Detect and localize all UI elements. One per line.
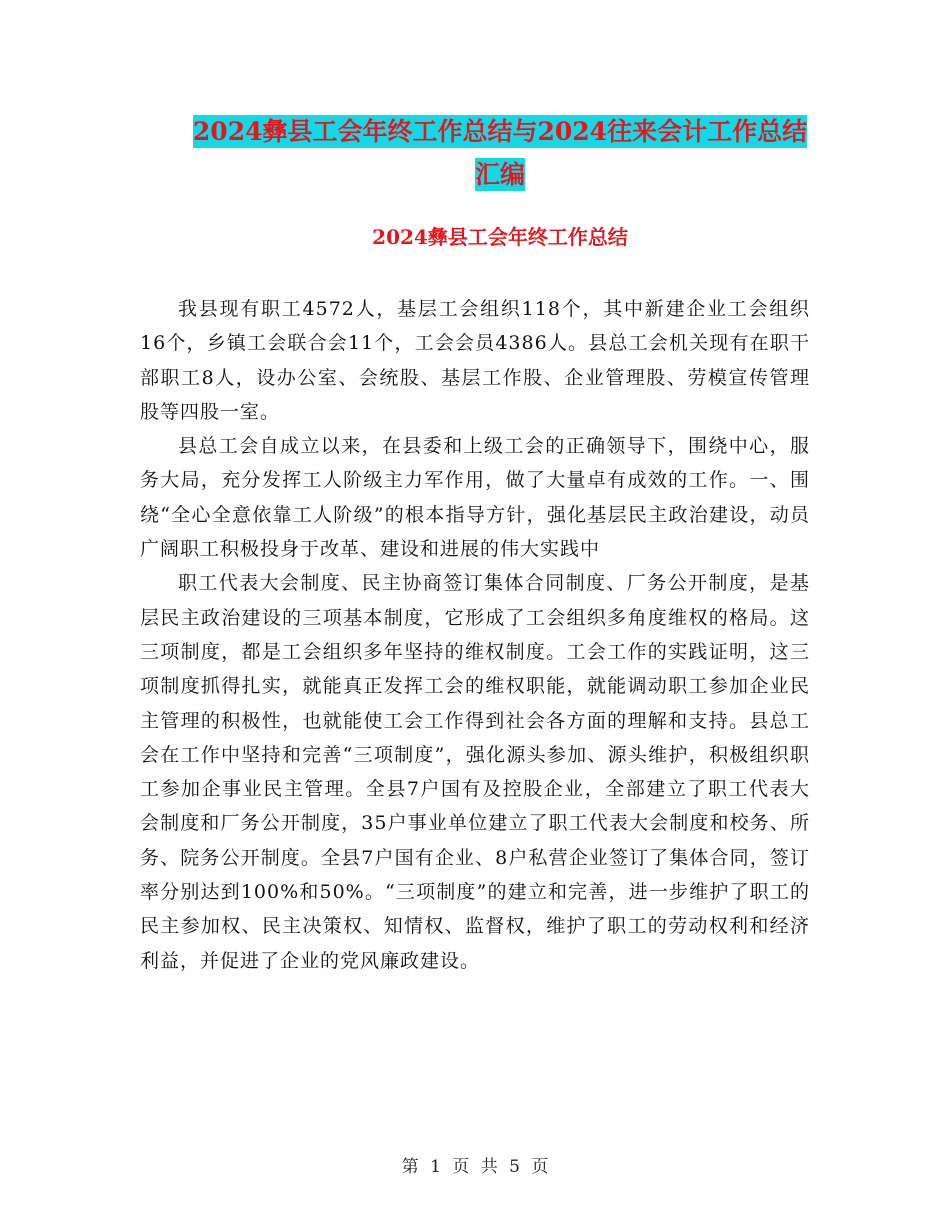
document-title-text-2: 汇编 bbox=[474, 160, 525, 189]
page-footer: 第 1 页 共 5 页 bbox=[401, 1157, 549, 1177]
document-title-text-1: 2024彝县工会年终工作总结与2024往来会计工作总结 bbox=[192, 117, 808, 146]
paragraph-3: 职工代表大会制度、民主协商签订集体合同制度、厂务公开制度，是基层民主政治建设的三项基本制度，它形成了工会组织多角度维权的格局。这三项制度，都是工会组织多年坚持的维权制度。工会工作的实践证明，这三项制度抓得扎实，就能真正发挥工会的维权职能，就能调动职工参加企业民主管理的积极性，也就能使工会工作得到社会各方面的理解和支持。县总工会在工作中坚持和完善“三项制度”，强化源头参加、源头维护，积极组织职工参加企事业民主管理。全县7户国有及控股企业，全部建立了职工代表大会制度和厂务公开制度，35户事业单位建立了职工代表大会制度和校务、所务、院务公开制度。全县7户国有企业、8户私营企业签订了集体合同，签订率分别达到100%和50%。“三项制度”的建立和完善，进一步维护了职工的民主参加权、民主决策权、知情权、监督权，维护了职工的劳动权利和经济利益，并促进了企业的党风廉政建设。 bbox=[140, 572, 810, 972]
document-title-line-1 bbox=[140, 110, 860, 154]
paragraph-1: 我县现有职工4572人，基层工会组织118个，其中新建企业工会组织16个，乡镇工会联合会11个，工会会员4386人。县总工会机关现有在职干部职工8人，设办公室、会统股、基层工作股、企业管理股、劳模宣传管理股等四股一室。 bbox=[140, 298, 810, 423]
paragraph-2: 县总工会自成立以来，在县委和上级工会的正确领导下，围绕中心，服务大局，充分发挥工人阶级主力军作用，做了大量卓有成效的工作。一、围绕“全心全意依靠工人阶级”的根本指导方针，强化基层民主政治建设，动员广阔职工积极投身于改革、建设和进展的伟大实践中 bbox=[140, 435, 810, 561]
body-text bbox=[140, 292, 810, 978]
section-title: 2024彝县工会年终工作总结 bbox=[372, 225, 628, 249]
document-title-line-2 bbox=[140, 153, 860, 197]
